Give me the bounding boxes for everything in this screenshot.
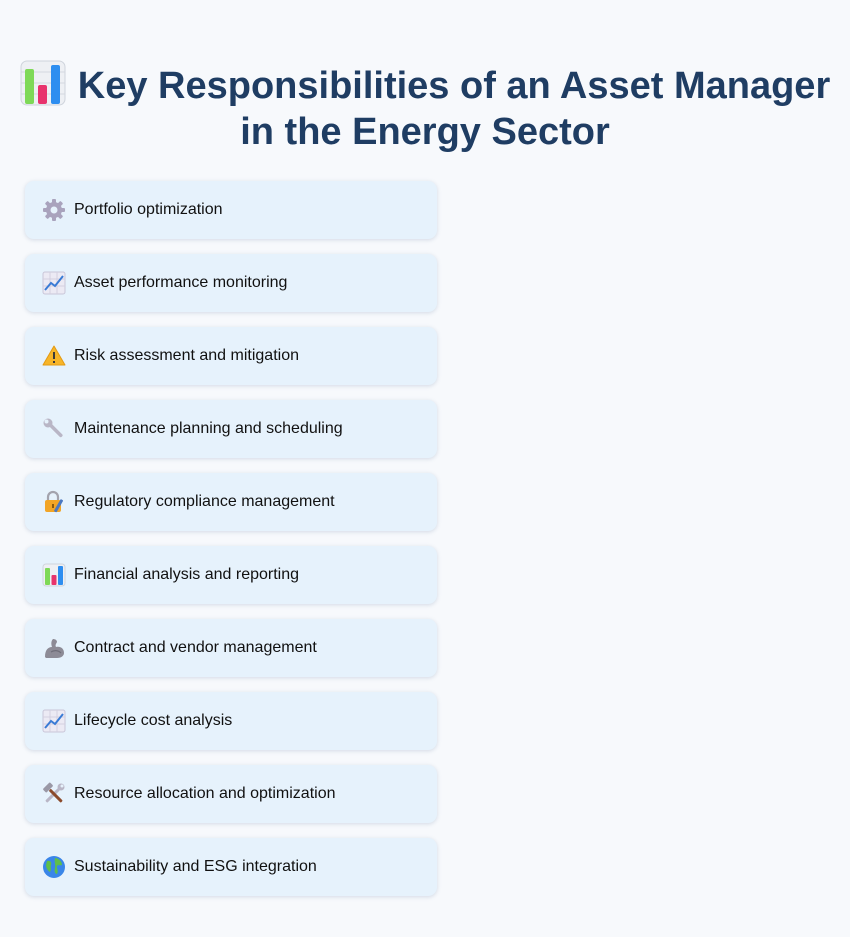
lock-with-pen-icon [42, 490, 66, 514]
list-item [25, 619, 437, 677]
list-item-label: Portfolio optimization [74, 201, 223, 218]
list-item [25, 838, 437, 896]
page-title [0, 60, 850, 155]
globe-icon [42, 855, 66, 879]
gear-icon [42, 198, 66, 222]
responsibility-list [25, 181, 437, 911]
list-item-label: Financial analysis and reporting [74, 566, 300, 583]
chart-increasing-icon [42, 271, 66, 295]
list-item [25, 254, 437, 312]
list-item [25, 400, 437, 458]
list-item-label: Lifecycle cost analysis [74, 712, 233, 729]
list-item [25, 327, 437, 385]
wrench-icon [42, 417, 66, 441]
page-title-text: Key Responsibilities of an Asset Manager in the Energy Sector [77, 65, 831, 153]
list-item-label: Risk assessment and mitigation [74, 347, 299, 364]
list-item [25, 692, 437, 750]
list-item-label: Asset performance monitoring [74, 274, 288, 291]
bar-chart-icon [20, 60, 66, 106]
warning-icon [42, 344, 66, 368]
list-item-label: Sustainability and ESG integration [74, 858, 317, 875]
hammer-and-wrench-icon [42, 782, 66, 806]
flexed-arm-icon [42, 636, 66, 660]
bar-chart-icon [42, 563, 66, 587]
list-item-label: Resource allocation and optimization [74, 785, 336, 802]
chart-increasing-icon [42, 709, 66, 733]
list-item [25, 473, 437, 531]
list-item-label: Regulatory compliance management [74, 493, 335, 510]
list-item [25, 181, 437, 239]
list-item [25, 765, 437, 823]
list-item [25, 546, 437, 604]
list-item-label: Maintenance planning and scheduling [74, 420, 343, 437]
list-item-label: Contract and vendor management [74, 639, 317, 656]
